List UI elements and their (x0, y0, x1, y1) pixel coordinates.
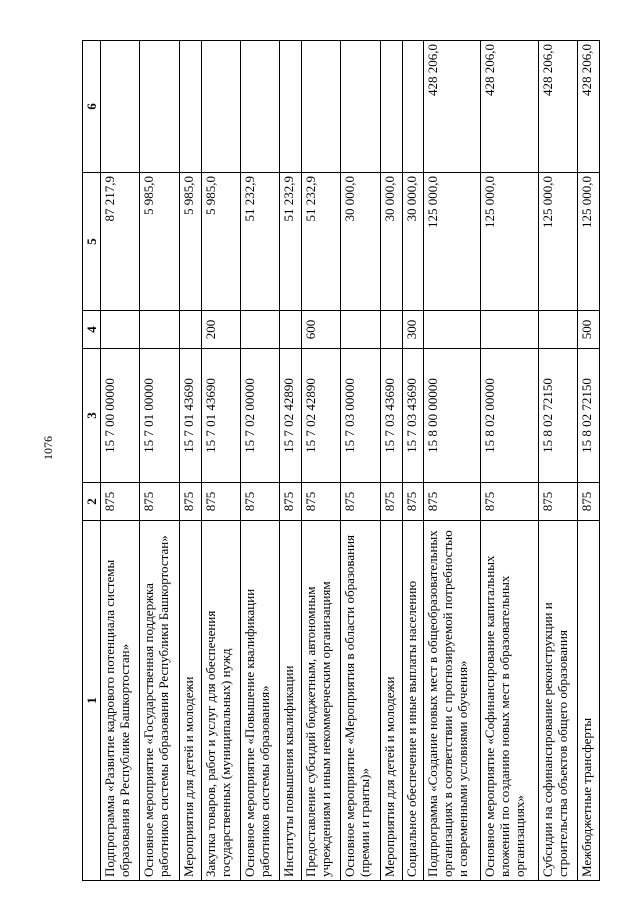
row-sum2 (201, 41, 240, 173)
row-sum: 51 232,9 (302, 173, 341, 311)
row-name: Институты повышения квалификации (280, 521, 302, 881)
row-sum: 125 000,0 (481, 173, 538, 311)
row-vr: 600 (302, 311, 341, 349)
row-vr: 500 (578, 311, 600, 349)
row-name: Мероприятия для детей и молодежи (380, 521, 402, 881)
row-name: Социальное обеспечение и иные выплаты населению (402, 521, 424, 881)
row-code: 875 (402, 483, 424, 521)
table-row (302, 41, 341, 881)
row-sum: 51 232,9 (240, 173, 279, 311)
row-sum: 5 985,0 (201, 173, 240, 311)
header-col-6: 6 (83, 41, 101, 173)
row-code: 875 (240, 483, 279, 521)
row-csr: 15 8 02 72150 (578, 349, 600, 483)
row-vr (380, 311, 402, 349)
row-sum: 125 000,0 (538, 173, 577, 311)
row-sum2 (280, 41, 302, 173)
table-row (538, 41, 577, 881)
row-vr (101, 311, 140, 349)
row-vr (424, 311, 481, 349)
row-vr (341, 311, 380, 349)
row-code: 875 (341, 483, 380, 521)
row-name: Закупка товаров, работ и услуг для обеспечения государственных (муниципальных) нужд (201, 521, 240, 881)
row-code: 875 (302, 483, 341, 521)
row-code: 875 (538, 483, 577, 521)
row-csr: 15 8 02 72150 (538, 349, 577, 483)
row-csr: 15 8 02 00000 (481, 349, 538, 483)
row-csr: 15 7 01 43690 (201, 349, 240, 483)
row-sum2: 428 206,0 (538, 41, 577, 173)
row-csr: 15 7 01 43690 (179, 349, 201, 483)
row-csr: 15 7 01 00000 (140, 349, 179, 483)
table-row (101, 41, 140, 881)
row-csr: 15 7 02 42890 (302, 349, 341, 483)
row-csr: 15 8 00 00000 (424, 349, 481, 483)
row-code: 875 (280, 483, 302, 521)
row-sum2 (380, 41, 402, 173)
row-code: 875 (101, 483, 140, 521)
row-csr: 15 7 02 00000 (240, 349, 279, 483)
header-col-5: 5 (83, 173, 101, 311)
row-sum2 (240, 41, 279, 173)
row-code: 875 (481, 483, 538, 521)
row-code: 875 (179, 483, 201, 521)
row-code: 875 (140, 483, 179, 521)
row-name: Подпрограмма «Создание новых мест в общеобразовательных организациях в соответствии с прогнозируемой потребностью и современными условиями обучения» (424, 521, 481, 881)
row-vr (240, 311, 279, 349)
row-sum2: 428 206,0 (424, 41, 481, 173)
row-sum: 5 985,0 (140, 173, 179, 311)
budget-table (82, 40, 600, 881)
row-sum: 125 000,0 (578, 173, 600, 311)
header-col-4: 4 (83, 311, 101, 349)
row-sum2: 428 206,0 (481, 41, 538, 173)
row-name: Межбюджетные трансферты (578, 521, 600, 881)
row-name: Основное мероприятие «Софинансирование капитальных вложений по созданию новых мест в образовательных организациях» (481, 521, 538, 881)
table-row (402, 41, 424, 881)
row-sum: 125 000,0 (424, 173, 481, 311)
row-sum: 87 217,9 (101, 173, 140, 311)
row-vr (280, 311, 302, 349)
row-vr (538, 311, 577, 349)
row-csr: 15 7 00 00000 (101, 349, 140, 483)
row-sum2: 428 206,0 (578, 41, 600, 173)
row-sum2 (341, 41, 380, 173)
row-vr (481, 311, 538, 349)
row-csr: 15 7 03 43690 (380, 349, 402, 483)
row-code: 875 (380, 483, 402, 521)
row-name: Предоставление субсидий бюджетным, автономным учреждениям и иным некоммерческим организациям (302, 521, 341, 881)
row-name: Подпрограмма «Развитие кадрового потенциала системы образования в Республике Башкортостан» (101, 521, 140, 881)
table-row (140, 41, 179, 881)
table-row (240, 41, 279, 881)
row-vr (140, 311, 179, 349)
page-number: 1076 (41, 436, 55, 460)
row-sum: 30 000,0 (402, 173, 424, 311)
row-csr: 15 7 03 00000 (341, 349, 380, 483)
row-sum2 (179, 41, 201, 173)
row-name: Субсидии на софинансирование реконструкции и строительства объектов общего образования (538, 521, 577, 881)
row-code: 875 (578, 483, 600, 521)
table-row (341, 41, 380, 881)
row-csr: 15 7 02 42890 (280, 349, 302, 483)
row-sum2 (101, 41, 140, 173)
row-vr (179, 311, 201, 349)
table-row (578, 41, 600, 881)
row-vr: 200 (201, 311, 240, 349)
header-col-3: 3 (83, 349, 101, 483)
row-sum2 (140, 41, 179, 173)
header-col-1: 1 (83, 521, 101, 881)
table-row (380, 41, 402, 881)
row-sum: 51 232,9 (280, 173, 302, 311)
row-code: 875 (424, 483, 481, 521)
row-sum: 30 000,0 (380, 173, 402, 311)
row-name: Мероприятия для детей и молодежи (179, 521, 201, 881)
row-name: Основное мероприятие «Повышение квалификации работников системы образования» (240, 521, 279, 881)
table-row (179, 41, 201, 881)
row-sum: 30 000,0 (341, 173, 380, 311)
row-vr: 300 (402, 311, 424, 349)
table-row (201, 41, 240, 881)
row-name: Основное мероприятие «Государственная поддержка работников системы образования Республики Башкортостан» (140, 521, 179, 881)
table-row (424, 41, 481, 881)
header-col-2: 2 (83, 483, 101, 521)
row-code: 875 (201, 483, 240, 521)
row-sum: 5 985,0 (179, 173, 201, 311)
row-sum2 (402, 41, 424, 173)
row-sum2 (302, 41, 341, 173)
rotated-table-wrapper (82, 41, 600, 881)
row-csr: 15 7 03 43690 (402, 349, 424, 483)
row-name: Основное мероприятие «Мероприятия в области образования (премии и гранты)» (341, 521, 380, 881)
table-row (481, 41, 538, 881)
table-row (280, 41, 302, 881)
